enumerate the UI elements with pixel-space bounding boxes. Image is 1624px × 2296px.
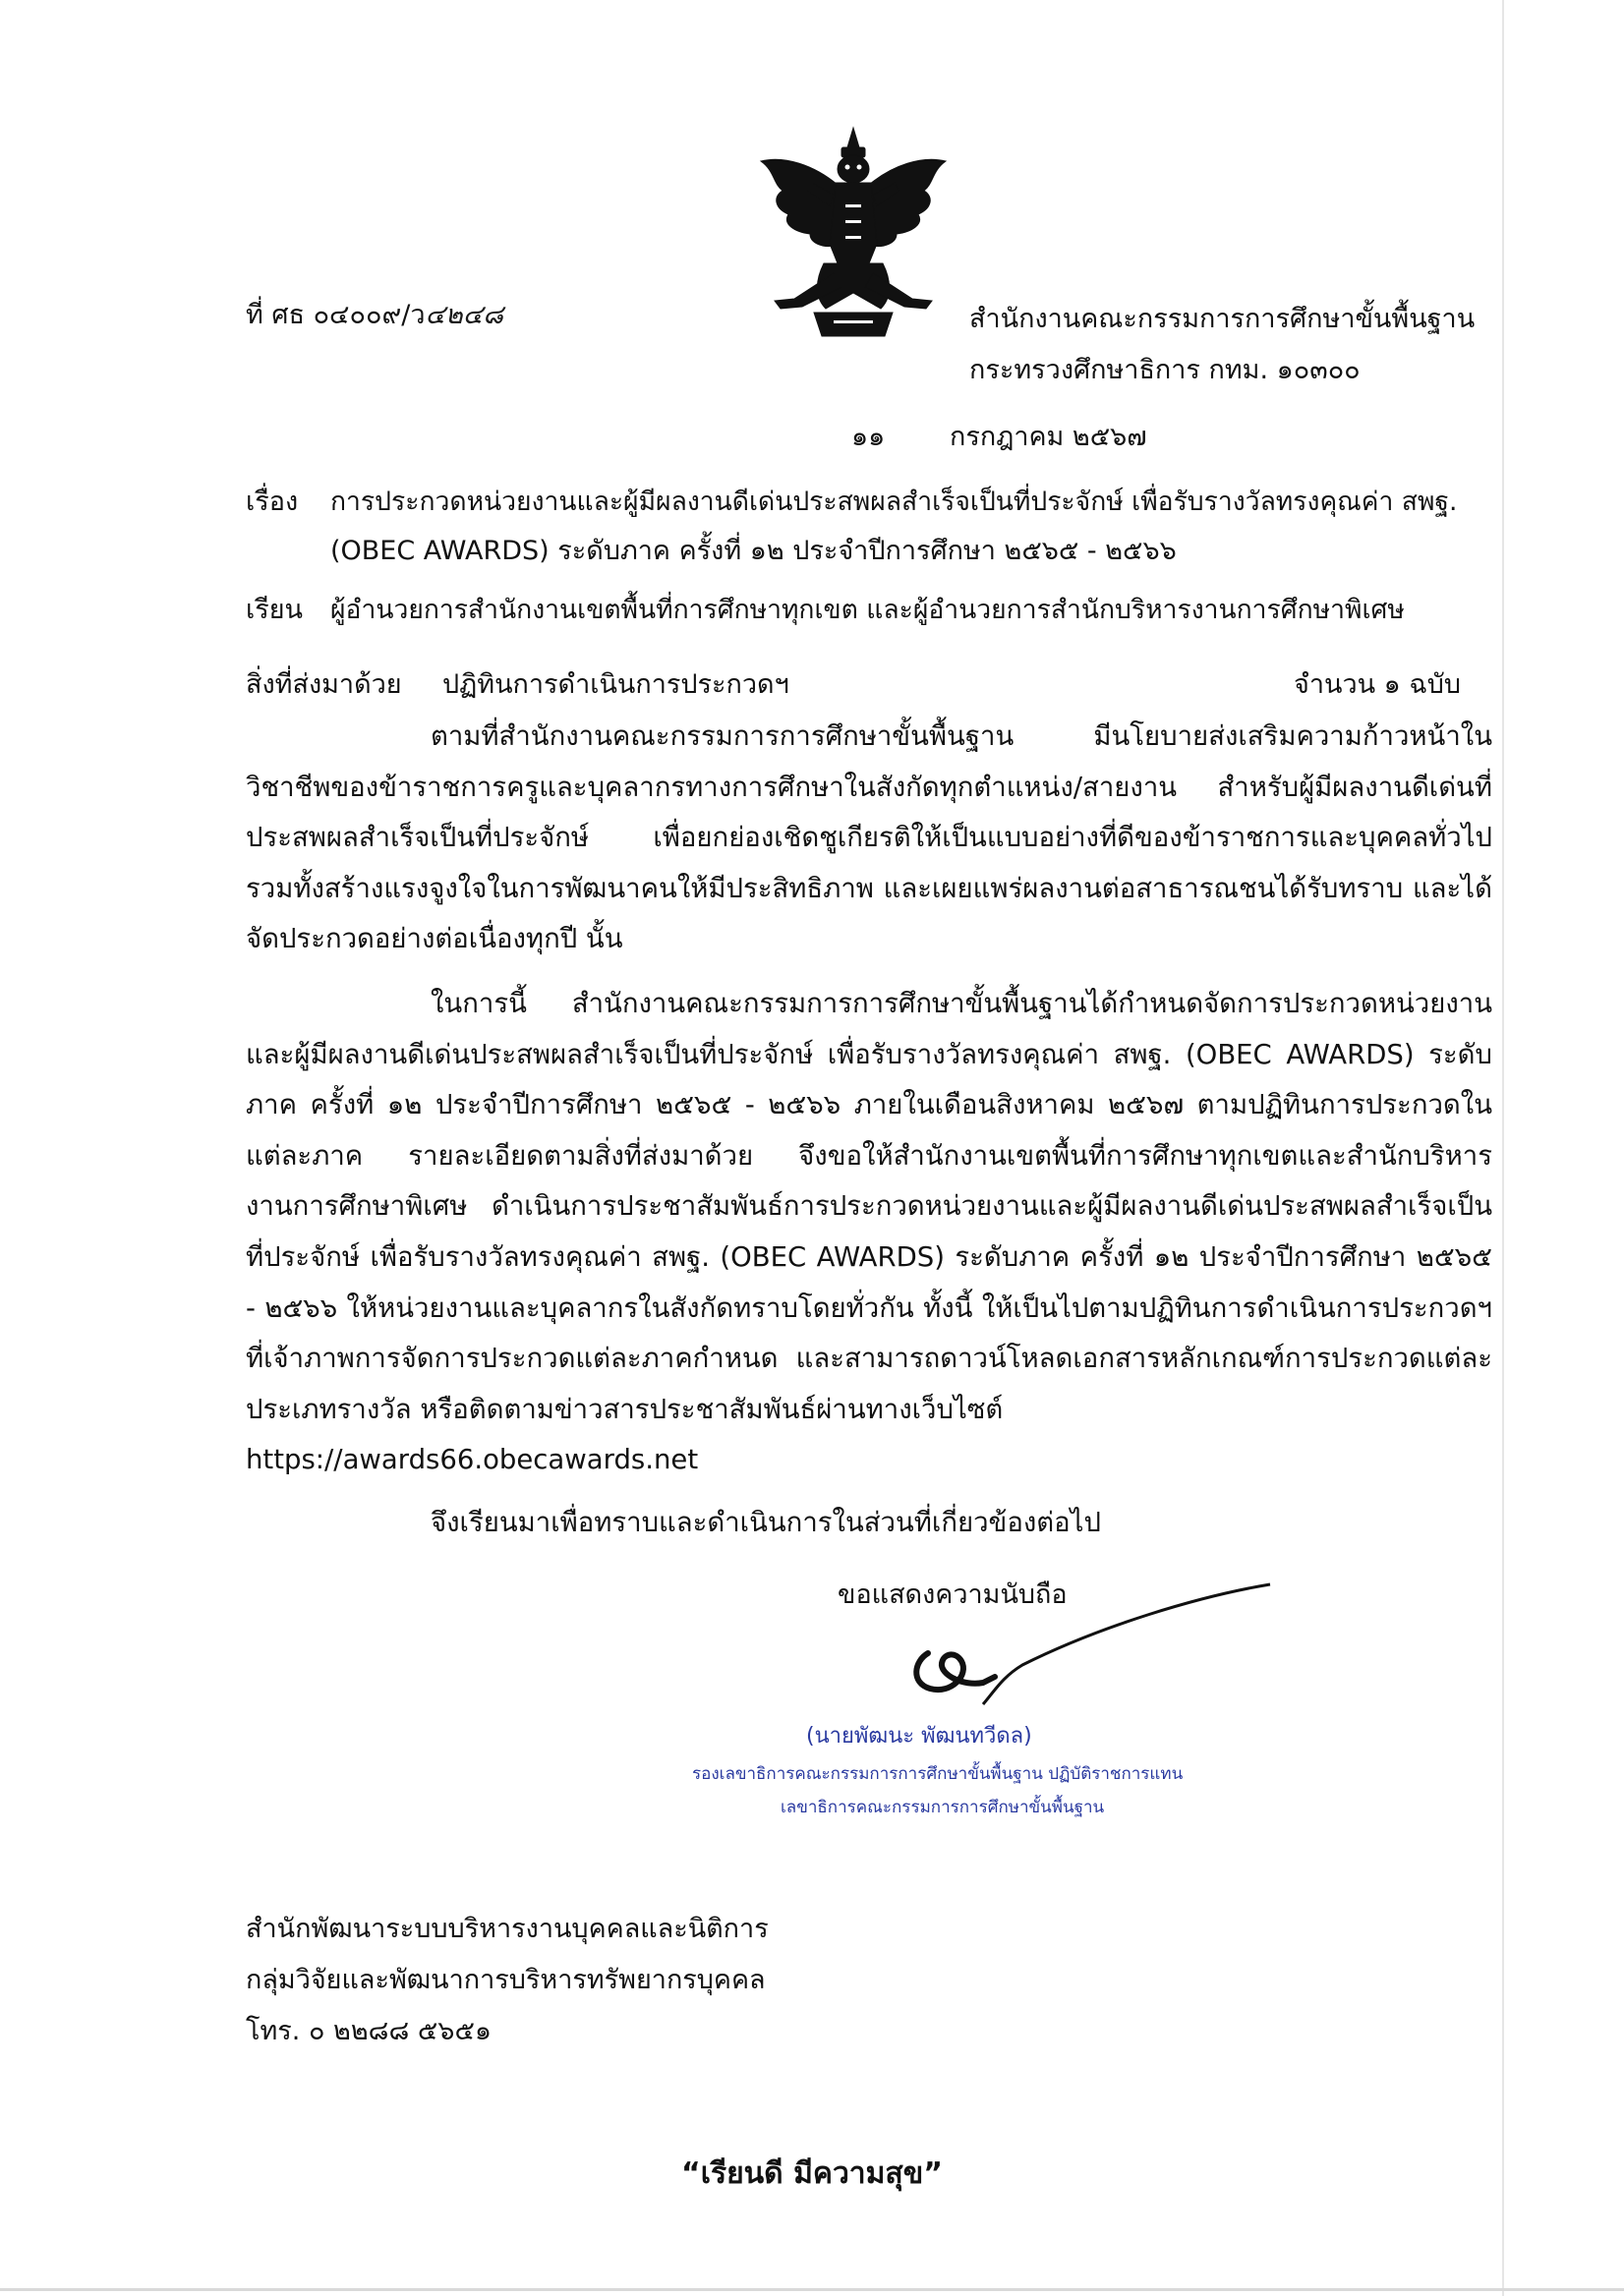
website-url: https://awards66.obecawards.net	[246, 1444, 699, 1476]
garuda-emblem-icon	[755, 126, 952, 342]
office-line-2: กลุ่มวิจัยและพัฒนาการบริหารทรัพยากรบุคคล	[246, 1965, 766, 1995]
letter-body	[246, 712, 1492, 1549]
signer-title-1: รองเลขาธิการคณะกรรมการการศึกษาขั้นพื้นฐาน ปฏิบัติราชการแทน	[692, 1764, 1184, 1784]
slogan: “เรียนดี มีความสุข”	[681, 2156, 943, 2191]
reference-prefix: ที่ ศธ ๐๔๐๐๙/ว	[246, 300, 426, 330]
closing-paragraph: จึงเรียนมาเพื่อทราบและดำเนินการในส่วนที่เกี่ยวข้องต่อไป	[431, 1506, 1101, 1538]
letter-date-day: ๑๑	[851, 422, 886, 452]
enclosure-text: ปฏิทินการดำเนินการประกวดฯ	[442, 669, 789, 700]
office-line-1: สำนักพัฒนาระบบบริหารงานบุคคลและนิติการ	[246, 1914, 769, 1944]
recipient-label: เรียน	[246, 595, 304, 625]
sender-line-1: สำนักงานคณะกรรมการการศึกษาขั้นพื้นฐาน	[969, 304, 1476, 334]
reference-handwritten-number: ๔๒๔๘	[425, 300, 503, 330]
body-paragraph-1: ตามที่สำนักงานคณะกรรมการการศึกษาขั้นพื้นฐาน มีนโยบายส่งเสริมความก้าวหน้าในวิชาชีพของข้าราชการครูและบุคลากรทางการศึกษาในสังกัดทุกตำแหน่ง/สายงาน สำหรับผู้มีผลงานดีเด่นที่ประสพผลสำเร็จเป็นที่ประจักษ์ เพื่อยกย่องเชิดชูเกียรติให้เป็นแบบอย่างที่ดีของข้าราชการและบุคคลทั่วไป รวมทั้งสร้างแรงจูงใจในการพัฒนาคนให้มีประสิทธิภาพ และเผยแพร่ผลงานต่อสาธารณชนได้รับทราบ และได้จัดประกวดอย่างต่อเนื่องทุกปี นั้น	[246, 720, 1492, 955]
enclosure-label: สิ่งที่ส่งมาด้วย	[246, 669, 402, 700]
body-paragraph-2: ในการนี้ สำนักงานคณะกรรมการการศึกษาขั้นพื้นฐานได้กำหนดจัดการประกวดหน่วยงานและผู้มีผลงานดีเด่นประสพผลสำเร็จเป็นที่ประจักษ์ เพื่อรับรางวัลทรงคุณค่า สพฐ. (OBEC AWARDS) ระดับภาค ครั้งที่ ๑๒ ประจำปีการศึกษา ๒๕๖๕ - ๒๕๖๖ ภายในเดือนสิงหาคม ๒๕๖๗ ตามปฏิทินการประกวดในแต่ละภาค รายละเอียดตามสิ่งที่ส่งมาด้วย จึงขอให้สำนักงานเขตพื้นที่การศึกษาทุกเขตและสำนักบริหารงานการศึกษาพิเศษ ดำเนินการประชาสัมพันธ์การประกวดหน่วยงานและผู้มีผลงานดีเด่นประสพผลสำเร็จเป็นที่ประจักษ์ เพื่อรับรางวัลทรงคุณค่า สพฐ. (OBEC AWARDS) ระดับภาค ครั้งที่ ๑๒ ประจำปีการศึกษา ๒๕๖๕ - ๒๕๖๖ ให้หน่วยงานและบุคลากรในสังกัดทราบโดยทั่วกัน ทั้งนี้ ให้เป็นไปตามปฏิทินการดำเนินการประกวดฯ ที่เจ้าภาพการจัดการประกวดแต่ละภาคกำหนด และสามารถดาวน์โหลดเอกสารหลักเกณฑ์การประกวดแต่ละประเภทรางวัล หรือติดตามข่าวสารประชาสัมพันธ์ผ่านทางเว็บไซต์	[246, 987, 1492, 1425]
signer-title-2: เลขาธิการคณะกรรมการการศึกษาขั้นพื้นฐาน	[781, 1798, 1105, 1817]
garuda-emblem	[755, 126, 952, 342]
handwritten-signature	[904, 1567, 1278, 1724]
signer-name: (นายพัฒนะ พัฒนทวีดล)	[806, 1724, 1032, 1749]
reference-number	[246, 297, 503, 334]
subject-line-1: การประกวดหน่วยงานและผู้มีผลงานดีเด่นประสพผลสำเร็จเป็นที่ประจักษ์ เพื่อรับรางวัลทรงคุณค่า สพฐ.	[330, 487, 1458, 517]
enclosure-count: จำนวน ๑ ฉบับ	[1294, 669, 1462, 700]
office-phone: โทร. ๐ ๒๒๘๘ ๕๖๕๑	[246, 2016, 493, 2046]
scan-bottom-line	[0, 2288, 1624, 2291]
sender-line-2: กระทรวงศึกษาธิการ กทม. ๑๐๓๐๐	[969, 355, 1361, 385]
recipient-text: ผู้อำนวยการสำนักงานเขตพื้นที่การศึกษาทุกเขต และผู้อำนวยการสำนักบริหารงานการศึกษาพิเศษ	[330, 595, 1405, 625]
letter-date-month-year: กรกฎาคม ๒๕๖๗	[950, 422, 1147, 452]
subject-label: เรื่อง	[246, 487, 299, 517]
scan-edge-line	[1502, 0, 1504, 2296]
closing-regards: ขอแสดงความนับถือ	[838, 1579, 1068, 1610]
subject-line-2: (OBEC AWARDS) ระดับภาค ครั้งที่ ๑๒ ประจำปีการศึกษา ๒๕๖๕ - ๒๕๖๖	[330, 536, 1177, 566]
